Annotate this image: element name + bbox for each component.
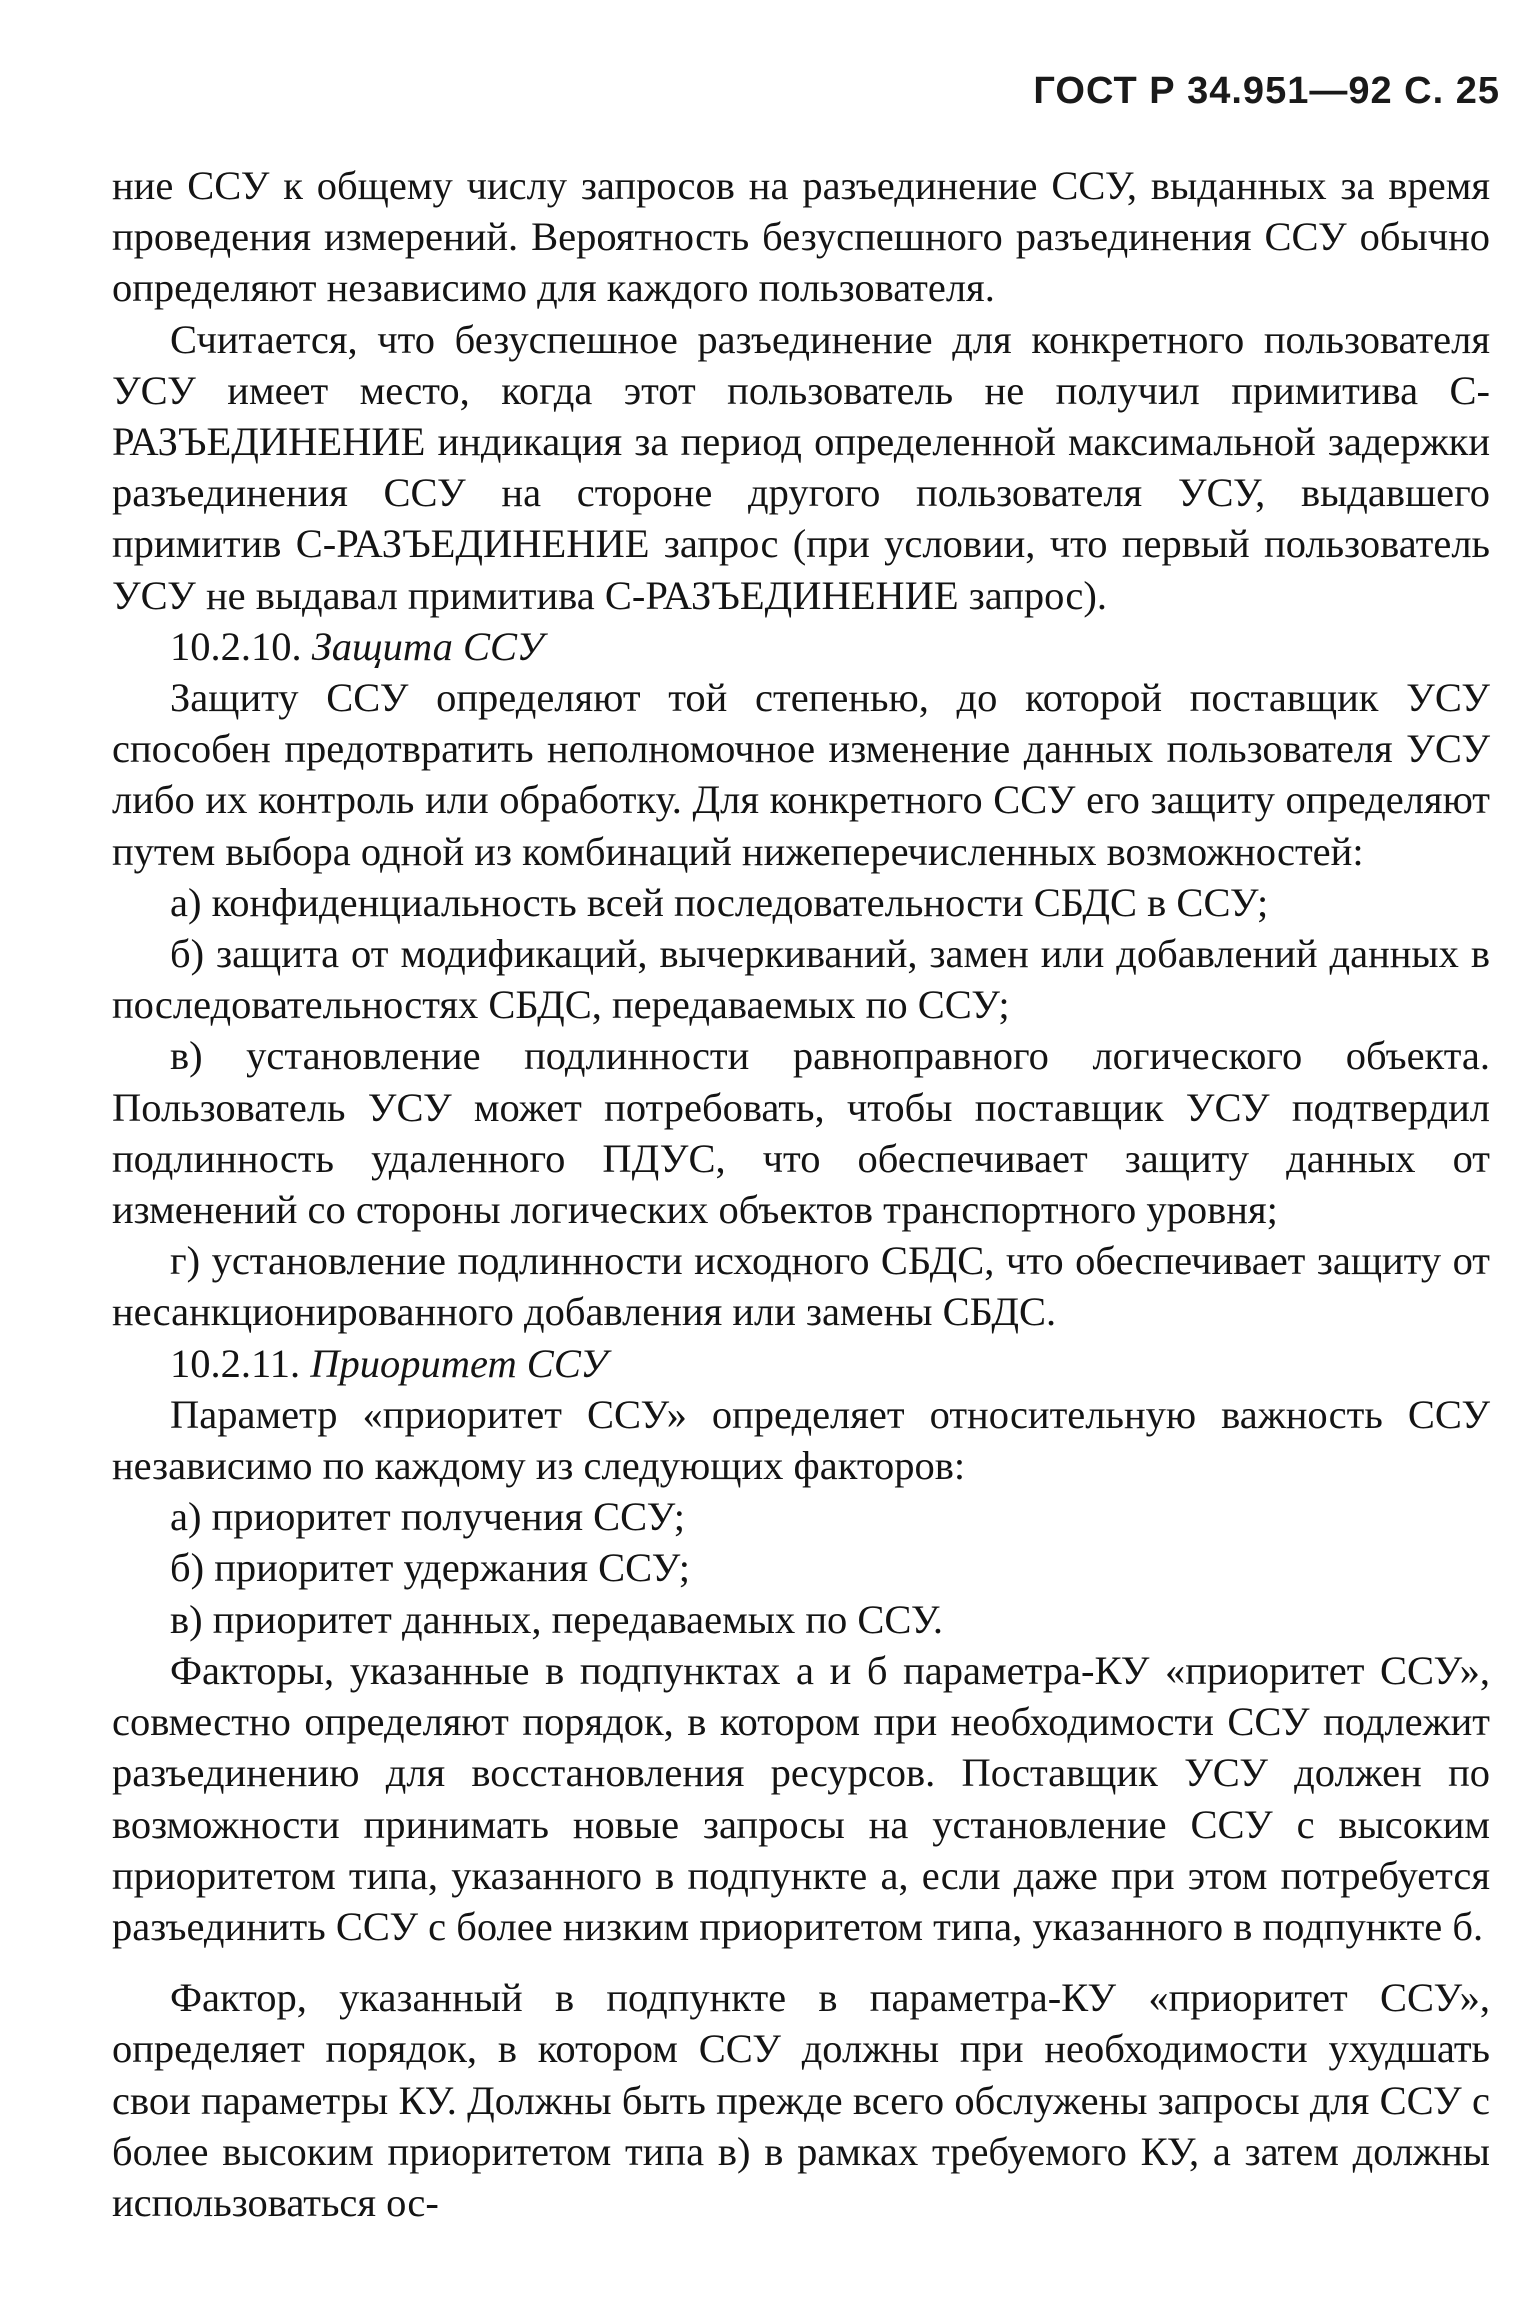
list-item: б) защита от модификаций, вычеркиваний, замен или добавлений данных в последовательностях СБДС, передаваемых по ССУ; [112,931,1490,1028]
paragraph-continuation: ние ССУ к общему числу запросов на разъединение ССУ, выданных за время проведения измерений. Вероятность безуспешного разъединения ССУ обычно определяют независимо для каждого пользователя. [112,163,1490,311]
section-title: Защита ССУ [311,623,544,669]
paragraph-unsuccessful-disconnect: Считается, что безуспешное разъединение для конкретного пользователя УСУ имеет место, когда этот пользователь не получил примитива С-РАЗЪЕДИНЕНИЕ индикация за период определенной максимальной задержки разъединения ССУ на стороне другого пользователя УСУ, выдавшего примитив С-РАЗЪЕДИНЕНИЕ запрос (при условии, что первый пользователь УСУ не выдавал примитива С-РАЗЪЕДИНЕНИЕ запрос). [112,316,1490,618]
list-item: в) установление подлинности равноправного логического объекта. Пользователь УСУ может потребовать, чтобы поставщик УСУ подтвердил подлинность удаленного ПДУС, что обеспечивает защиту данных от изменений со стороны логических объектов транспортного уровня; [112,1033,1490,1233]
list-item: а) конфиденциальность всей последовательности СБДС в ССУ; [170,879,1269,925]
list-item: а) приоритет получения ССУ; [170,1494,686,1540]
section-heading-10-2-10 [112,621,1490,672]
section-number: 10.2.11. [170,1340,301,1386]
list-item: б) приоритет удержания ССУ; [170,1545,690,1591]
section-title: Приоритет ССУ [310,1340,608,1386]
running-header: ГОСТ Р 34.951—92 С. 25 [1033,70,1500,112]
list-item: г) установление подлинности исходного СБДС, что обеспечивает защиту от несанкционированного добавления или замены СБДС. [112,1238,1490,1335]
paragraph-priority: Параметр «приоритет ССУ» определяет относительную важность ССУ независимо по каждому из следующих факторов: [112,1391,1490,1489]
paragraph-factor-v: Фактор, указанный в подпункте в параметра-КУ «приоритет ССУ», определяет порядок, в котором ССУ должны при необходимости ухудшать свои параметры КУ. Должны быть прежде всего обслужены запросы для ССУ с более высоким приоритетом типа в) в рамках требуемого КУ, а затем должны использоваться ос- [112,1975,1490,2225]
paragraph-protection: Защиту ССУ определяют той степенью, до которой поставщик УСУ способен предотвратить неполномочное изменение данных пользователя УСУ либо их контроль или обработку. Для конкретного ССУ его защиту определяют путем выбора одной из комбинаций нижеперечисленных возможностей: [112,675,1490,874]
body-text [112,160,1490,2228]
section-heading-10-2-11 [112,1338,1490,1389]
paragraph-factors: Факторы, указанные в подпунктах а и б параметра-КУ «приоритет ССУ», совместно определяют порядок, в котором при необходимости ССУ подлежит разъединению для восстановления ресурсов. Поставщик УСУ должен по возможности принимать новые запросы на установление ССУ с высоким приоритетом типа, указанного в подпункте а, если даже при этом потребуется разъединить ССУ с более низким приоритетом типа, указанного в подпункте б. [112,1647,1490,1949]
list-item: в) приоритет данных, передаваемых по ССУ. [170,1596,944,1642]
section-number: 10.2.10. [170,623,302,669]
